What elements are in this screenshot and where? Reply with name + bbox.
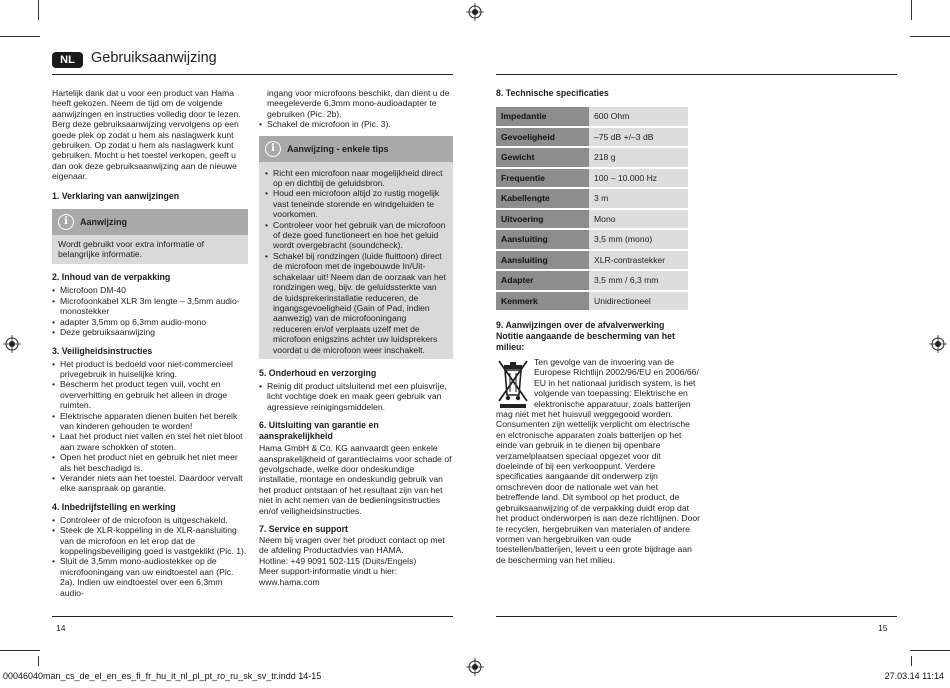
paragraph: volgende van toepassing: Elektrische en	[534, 388, 688, 399]
spec-row	[496, 148, 688, 167]
paragraph: Ten gevolge van de invoering van de	[534, 357, 674, 367]
left-column	[52, 88, 248, 598]
spec-key: Frequentie	[496, 169, 589, 188]
page-title: Gebruiksaanwijzing	[91, 50, 217, 66]
note-text: Wordt gebruikt voor extra informatie of belangrijke informatie.	[52, 235, 248, 265]
spec-row	[496, 292, 688, 311]
list-item: • Microfoon DM-40	[52, 285, 248, 295]
spec-key: Impedantie	[496, 107, 589, 126]
section-heading: 9. Aanwijzingen over de afvalverwerking	[496, 320, 665, 330]
paragraph: mag niet met het huisvuil weggegooid worden. Consumenten zijn wettelijk verplicht om electrische en elctronische apparaten zoals batterijen op het einde van gebruik in te dienen bij openbare verzamelplaatsen speciaal opgezet voor dit doeleinde of bij een verkooppunt. Verdere specificaties aangaande dit onderwerp zijn omschreven door de nationale wet van het betreffende land. Dit symbool op het product, de gebruiksaanwijzing of de verpakking duidt erop dat het product onderworpen is aan deze richtlijnen. Door te recyclen, hergebruiken van materialen of andere vormen van hergebruiken van oude toestellen/batterijen, levert u een grote bijdrage aan de bescherming van het milieu.	[496, 409, 700, 565]
list-item: • Sluit de 3,5mm mono-audiostekker op de microfooningang van uw eindtoestel aan (Pic. 2a). Indien uw eindtoestel over een 6,3mm audio-	[52, 556, 248, 598]
spec-row	[496, 230, 688, 249]
spec-row	[496, 169, 688, 188]
list-item: • Schakel de microfoon in (Pic. 3).	[259, 119, 453, 129]
spec-key: Aansluiting	[496, 230, 589, 249]
paragraph: elektronische apparatuur, zoals batterijen	[534, 398, 691, 409]
spec-value: 218 g	[589, 148, 688, 167]
spec-key: Uitvoering	[496, 210, 589, 229]
spec-value: Unidirectioneel	[589, 292, 688, 311]
section-subheading: Notitie aangaande de bescherming van het milieu:	[496, 331, 675, 352]
section-heading: 6. Uitsluiting van garantie en aansprakelijkheid	[259, 420, 379, 442]
footer-rule	[52, 616, 453, 617]
crop-mark	[38, 656, 39, 666]
spec-row	[496, 107, 688, 126]
list-item: • Richt een microfoon naar mogelijkheid direct op en dichtbij de geluidsbron.	[265, 168, 447, 189]
weee-bin-icon	[496, 357, 530, 409]
registration-mark-icon	[466, 3, 484, 21]
tips-label: Aanwijzing - enkele tips	[287, 143, 389, 154]
file-name: 00046040man_cs_de_el_en_es_fi_fr_hu_it_nl_pl_pt_ro_ru_sk_sv_tr.indd 14-15	[3, 671, 322, 681]
section-heading: 1. Verklaring van aanwijzingen	[52, 190, 180, 201]
paragraph: Meer support-informatie vindt u hier:	[259, 566, 398, 577]
spec-value: Mono	[589, 210, 688, 229]
paragraph: EU in het nationaal juridisch system, is het	[534, 377, 696, 388]
section-heading: 5. Onderhoud en verzorging	[259, 367, 377, 378]
spec-row	[496, 271, 688, 290]
spec-value: –75 dB +/–3 dB	[589, 128, 688, 147]
info-icon: i	[58, 214, 74, 230]
paragraph: Europese Richtlijn 2002/96/EU en 2006/66/	[534, 367, 699, 378]
spec-row	[496, 128, 688, 147]
list-item: • Laat het product niet vallen en stel het niet bloot aan zware schokken of stoten.	[52, 431, 248, 452]
hotline-text: Hotline: +49 9091 502-115 (Duits/Engels)	[259, 555, 417, 566]
note-box	[52, 209, 248, 265]
note-label: Aanwijzing	[80, 216, 127, 227]
list-item: • adapter 3,5mm op 6,3mm audio-mono	[52, 317, 248, 327]
list-item: • Controleer voor het gebruik van de microfoon of deze goed functioneert en hoe het geluid wordt overgebracht (soundcheck).	[265, 220, 447, 251]
tips-box	[259, 136, 453, 359]
section-heading: 2. Inhoud van de verpakking	[52, 272, 171, 283]
list-item: • Controleer of de microfoon is uitgeschakeld.	[52, 515, 248, 525]
print-date: 27.03.14 11:14	[884, 671, 944, 681]
right-column	[496, 88, 700, 565]
list-item: • Schakel bij rondzingen (luide fluittoon) direct de microfoon met de ingebouwde In/Uit-schakelaar uit! Neem dan de oorzaak van het rondzingen weg, bijv. de geluidssterkte van de luidsprekerinstallatie reduceren, de ingangsgevoeligheid (Gain of Pad, indien aanwezig) van de microfooningang reduceren en/of verplaats uzelf met de microfoon enigszins achter uw luidsprekers voordat u de microfoon weer inschakelt.	[265, 251, 447, 355]
spec-key: Aansluiting	[496, 251, 589, 270]
crop-mark	[910, 650, 950, 651]
page-number: 15	[878, 623, 888, 633]
list-item: • Het product is bedoeld voor niet-commercieel privegebruik in huiselijke kring.	[52, 359, 248, 380]
spec-row	[496, 189, 688, 208]
middle-column	[259, 88, 453, 587]
crop-mark	[911, 0, 912, 20]
list-item: • Bescherm het product tegen vuil, vocht en oververhitting en gebruik het alleen in droge ruimten.	[52, 379, 248, 410]
list-item: • Steek de XLR-koppeling in de XLR-aansluiting van de microfoon en let erop dat de koppelingsbeveiliging goed is vastgeklikt (Pic. 1).	[52, 525, 248, 556]
spec-row	[496, 210, 688, 229]
spec-value: 600 Ohm	[589, 107, 688, 126]
section-heading: 4. Inbedrijfstelling en werking	[52, 501, 176, 512]
spec-value: 3,5 mm / 6,3 mm	[589, 271, 688, 290]
crop-mark	[38, 0, 39, 20]
section-heading: 8. Technische specificaties	[496, 88, 609, 98]
spec-value: XLR-contrastekker	[589, 251, 688, 270]
continued-text: ingang voor microfoons beschikt, dan dient u de meegeleverde 6,3mm mono-audioadapter te gebruiken (Pic. 2b).	[267, 88, 450, 119]
header-rule	[496, 74, 897, 75]
weee-block	[496, 357, 700, 409]
list-item: • Microfoonkabel XLR 3m lengte – 3,5mm audio-monostekker	[52, 296, 248, 317]
info-icon: i	[265, 141, 281, 157]
crop-mark	[910, 36, 950, 37]
registration-mark-icon	[466, 658, 484, 676]
list-item: • Elektrische apparaten dienen buiten het bereik van kinderen gehouden te worden!	[52, 411, 248, 432]
page-number: 14	[56, 623, 66, 633]
spec-key: Gewicht	[496, 148, 589, 167]
list-item: • Reinig dit product uitsluitend met een pluisvrije, licht vochtige doek en maak geen gebruik van agressieve reinigingsmiddelen.	[259, 381, 453, 412]
registration-mark-icon	[3, 335, 21, 353]
tips-box-header	[259, 136, 453, 162]
section-heading: 3. Veiligheidsinstructies	[52, 345, 153, 356]
spec-row	[496, 251, 688, 270]
spec-key: Adapter	[496, 271, 589, 290]
list-item: • Houd een microfoon altijd zo rustig mogelijk vast teneinde storende en windgeluiden te voorkomen.	[265, 188, 447, 219]
spec-value: 3 m	[589, 189, 688, 208]
note-box-header	[52, 209, 248, 235]
spec-value: 100 – 10.000 Hz	[589, 169, 688, 188]
registration-mark-icon	[929, 335, 947, 353]
list-item: • Verander niets aan het toestel. Daardoor vervalt elke aanspraak op garantie.	[52, 473, 248, 494]
list-item: • Deze gebruiksaanwijzing	[52, 327, 248, 337]
crop-mark	[0, 650, 40, 651]
spec-key: Kenmerk	[496, 292, 589, 311]
list-item: • Open het product niet en gebruik het niet meer als het beschadigd is.	[52, 452, 248, 473]
spec-key: Kabellengte	[496, 189, 589, 208]
intro-paragraph: Hartelijk dank dat u voor een product van Hama heeft gekozen. Neem de tijd om de volgende aanwijzingen en instructies volledig door te lezen. Berg deze gebruiksaanwijzing vervolgens op een goede plek op zodat u hem als naslagwerk kunt gebruiken. Op zodat u hem als naslagwerk kunt gebruiken. Mocht u het toestel verkopen, geeft u dan ook deze gebruiksaanwijzing aan de nieuwe eigenaar.	[52, 88, 241, 182]
paragraph: Neem bij vragen over het product contact op met de afdeling Productadvies van HAMA.	[259, 535, 445, 556]
footer-rule	[496, 616, 897, 617]
crop-mark	[0, 36, 40, 37]
section-heading: 7. Service en support	[259, 524, 348, 534]
spec-table	[496, 105, 688, 312]
language-badge: NL	[52, 52, 83, 68]
spec-value: 3,5 mm (mono)	[589, 230, 688, 249]
paragraph: Hama GmbH & Co. KG aanvaardt geen enkele aansprakelijkheid of garantieclaims voor schade of gevolgschade, welke door ondeskundige installatie, montage en ondeskundig gebruik van het product ontstaan of het resultaat zijn van het niet in acht nemen van de bedieningsinstructies en/of veiligheidsinstructies.	[259, 443, 452, 516]
spec-key: Gevoeligheid	[496, 128, 589, 147]
crop-mark	[911, 656, 912, 666]
website-link[interactable]: www.hama.com	[259, 576, 320, 587]
header-rule	[52, 74, 453, 75]
